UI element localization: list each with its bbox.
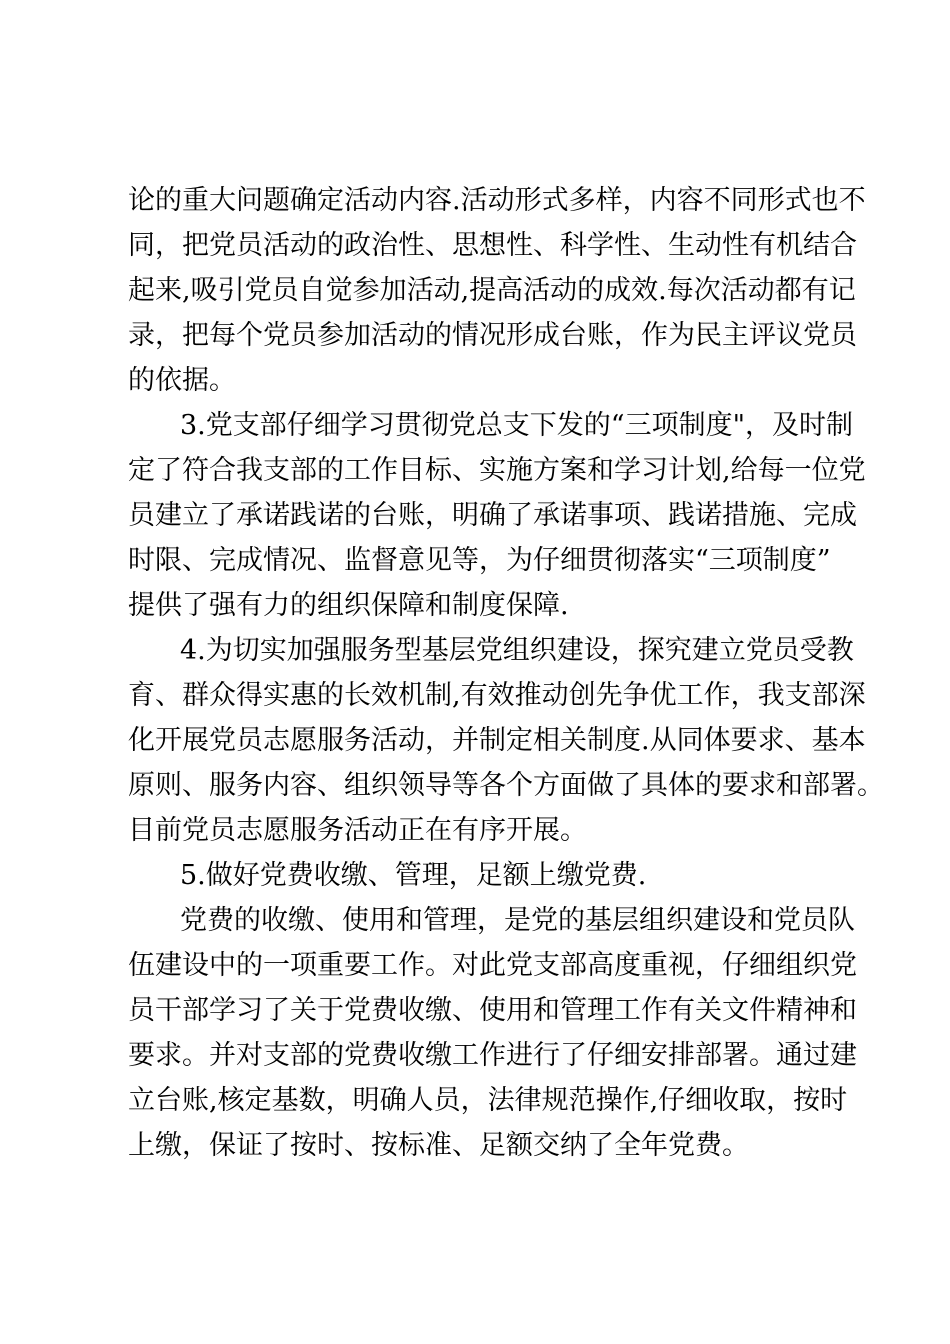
paragraph-line: 伍建设中的一项重要工作。对此党支部高度重视，仔细组织党 (128, 950, 857, 981)
paragraph-line: 员干部学习了关于党费收缴、使用和管理工作有关文件精神和 (128, 995, 857, 1026)
paragraph-line: 3.党支部仔细学习贯彻党总支下发的“三项制度"，及时制 (180, 410, 853, 441)
paragraph-line: 的依据。 (128, 365, 236, 396)
paragraph-line: 时限、完成情况、监督意见等，为仔细贯彻落实“三项制度” (128, 545, 831, 576)
paragraph-line: 要求。并对支部的党费收缴工作进行了仔细安排部署。通过建 (128, 1040, 857, 1071)
paragraph-line: 原则、服务内容、组织领导等各个方面做了具体的要求和部署。 (128, 770, 884, 801)
paragraph-line: 录，把每个党员参加活动的情况形成台账，作为民主评议党员 (128, 320, 857, 351)
paragraph-line: 论的重大问题确定活动内容.活动形式多样，内容不同形式也不 (128, 185, 866, 216)
paragraph-line: 化开展党员志愿服务活动，并制定相关制度.从同体要求、基本 (128, 725, 866, 756)
paragraph-line: 上缴，保证了按时、按标准、足额交纳了全年党费。 (128, 1130, 749, 1161)
paragraph-line: 育、群众得实惠的长效机制,有效推动创先争优工作，我支部深 (128, 680, 866, 711)
paragraph-line: 党费的收缴、使用和管理，是党的基层组织建设和党员队 (180, 905, 855, 936)
paragraph-line: 立台账,核定基数，明确人员，法律规范操作,仔细收取，按时 (128, 1085, 848, 1116)
paragraph-line: 起来,吸引党员自觉参加活动,提高活动的成效.每次活动都有记 (128, 275, 856, 306)
paragraph-line: 4.为切实加强服务型基层党组织建设，探究建立党员受教 (180, 635, 854, 666)
paragraph-line: 提供了强有力的组织保障和制度保障. (128, 590, 569, 621)
paragraph-line: 定了符合我支部的工作目标、实施方案和学习计划,给每一位党 (128, 455, 866, 486)
paragraph-line: 员建立了承诺践诺的台账，明确了承诺事项、践诺措施、完成 (128, 500, 857, 531)
paragraph-line: 目前党员志愿服务活动正在有序开展。 (128, 815, 587, 846)
paragraph-line: 同，把党员活动的政治性、思想性、科学性、生动性有机结合 (128, 230, 857, 261)
paragraph-line: 5.做好党费收缴、管理，足额上缴党费. (180, 860, 647, 891)
